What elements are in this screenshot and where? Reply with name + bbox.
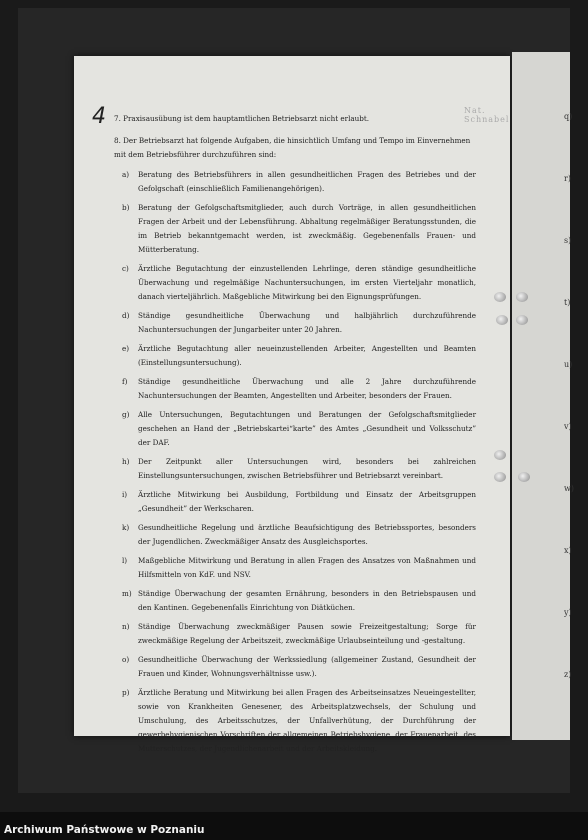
document-body — [114, 112, 476, 761]
subitem-letter: i) — [122, 490, 128, 499]
subitem-text: Ärztliche Beratung und Mitwirkung bei allen Fragen des Arbeitseinsatzes Neueingestellter, sowie von Krankheiten Genesener, des Arbeitsplatzwechsels, der Schulung und Umschulung, des Arbeitsschutzes, der Unfallverhütung, der Durchführung der gewerbehygienischen Vorschriften der allgemeinen Betriebshygiene, der Frauenarbeit, des Mutterschutzes, der Jugendlichenarbeit und der Arbeitskleidung. — [138, 688, 476, 753]
subitem-letter: l) — [122, 556, 128, 565]
archive-footer — [0, 812, 588, 840]
subitem-text: Gesundheitliche Überwachung der Werkssiedlung (allgemeiner Zustand, Gesundheit der Frauen und Kinder, Wohnungsverhältnisse usw.). — [138, 655, 476, 678]
subitem — [114, 309, 476, 337]
binder-clip-icon — [494, 472, 506, 482]
subitem-text: Ständige Überwachung der gesamten Ernährung, besonders in den Betriebspausen und den Kantinen. Gegebenenfalls Einrichtung von Diätküchen. — [138, 589, 476, 612]
subitem-letter: p) — [122, 688, 130, 697]
binder-clip-icon — [516, 315, 528, 325]
adjacent-fragment: y) — [564, 608, 572, 617]
page-number: 4 — [92, 104, 106, 129]
subitem-list — [114, 168, 476, 756]
subitem — [114, 168, 476, 196]
subitem — [114, 620, 476, 648]
subitem — [114, 455, 476, 483]
adjacent-fragment: z) — [564, 670, 572, 679]
subitem-letter: h) — [122, 457, 130, 466]
subitem-letter: m) — [122, 589, 132, 598]
subitem-text: Alle Untersuchungen, Begutachtungen und Beratungen der Gefolgschaftsmitglieder geschehen an Hand der „Betriebskartei“karte” des Amtes „Gesundheit und Volksschutz” der DAF. — [138, 410, 476, 447]
subitem — [114, 686, 476, 756]
adjacent-page — [512, 52, 574, 740]
adjacent-fragment: v) — [564, 422, 572, 431]
document-page — [74, 56, 510, 753]
subitem-text: Ständige gesundheitliche Überwachung und alle 2 Jahre durchzuführende Nachuntersuchungen der Beamten, Angestellten und Arbeiter, besonders der Frauen. — [138, 377, 476, 400]
binder-clip-icon — [496, 315, 508, 325]
subitem-text: Ständige gesundheitliche Überwachung und halbjährlich durchzuführende Nachuntersuchungen der Jungarbeiter unter 20 Jahren. — [138, 311, 476, 334]
subitem-letter: b) — [122, 203, 130, 212]
adjacent-fragment: x) — [564, 546, 572, 555]
subitem — [114, 587, 476, 615]
subitem-letter: c) — [122, 264, 129, 273]
subitem — [114, 488, 476, 516]
subitem-letter: o) — [122, 655, 130, 664]
subitem — [114, 521, 476, 549]
subitem — [114, 653, 476, 681]
subitem-text: Gesundheitliche Regelung und ärztliche Beaufsichtigung des Betriebssportes, besonders der Jugendlichen. Zweckmäßiger Ansatz des Ausgleichsportes. — [138, 523, 476, 546]
subitem-letter: f) — [122, 377, 128, 386]
subitem-text: Ständige Überwachung zweckmäßiger Pausen sowie Freizeitgestaltung; Sorge für zweckmäßige Regelung der Arbeitszeit, zweckmäßige Urlaubseinteilung und -gestaltung. — [138, 622, 476, 645]
adjacent-fragment: t) — [564, 298, 571, 307]
binder-clip-icon — [494, 450, 506, 460]
subitem-text: Beratung des Betriebsführers in allen gesundheitlichen Fragen des Betriebes und der Gefolgschaft (einschließlich Familienangehörigen). — [138, 170, 476, 193]
binder-clip-icon — [518, 472, 530, 482]
subitem-text: Ärztliche Mitwirkung bei Ausbildung, Fortbildung und Einsatz der Arbeitsgruppen „Gesundheit” der Werkscharen. — [138, 490, 476, 513]
subitem-letter: n) — [122, 622, 130, 631]
subitem — [114, 375, 476, 403]
subitem — [114, 201, 476, 257]
adjacent-fragment: q) — [564, 112, 573, 121]
subitem-text: Beratung der Gefolgschaftsmitglieder, auch durch Vorträge, in allen gesundheitlichen Fragen der Arbeit und der Lebensführung. Abhaltung regelmäßiger Beratungsstunden, die im Betrieb bekanntgemacht werden, ist zweckmäßig. Gegebenenfalls Frauen- und Mütterberatung. — [138, 203, 476, 254]
item-8: 8. Der Betriebsarzt hat folgende Aufgaben, die hinsichtlich Umfang und Tempo im Einvernehmen mit dem Betriebsführer durchzuführen sind: — [114, 136, 471, 159]
item-7: 7. Praxisausübung ist dem hauptamtlichen Betriebsarzt nicht erlaubt. — [114, 114, 370, 123]
stamp-text: Nat. Schnabel — [464, 106, 510, 124]
subitem-letter: g) — [122, 410, 130, 419]
adjacent-fragment: w) — [564, 484, 574, 493]
subitem — [114, 342, 476, 370]
subitem — [114, 262, 476, 304]
adjacent-fragment: s) — [564, 236, 572, 245]
subitem-text: Der Zeitpunkt aller Untersuchungen wird, besonders bei zahlreichen Einstellungsuntersuchungen, zwischen Betriebsführer und Betriebsarzt vereinbart. — [138, 457, 476, 480]
binder-clip-icon — [494, 292, 506, 302]
subitem-text: Maßgebliche Mitwirkung und Beratung in allen Fragen des Ansatzes von Maßnahmen und Hilfsmitteln von KdF. und NSV. — [138, 556, 476, 579]
subitem-letter: d) — [122, 311, 130, 320]
subitem-text: Ärztliche Begutachtung aller neueinzustellenden Arbeiter, Angestellten und Beamten (Einstellungsuntersuchung). — [138, 344, 476, 367]
subitem — [114, 408, 476, 450]
adjacent-fragment: r) — [564, 174, 571, 183]
subitem-letter: a) — [122, 170, 130, 179]
subitem-letter: e) — [122, 344, 130, 353]
adjacent-fragment: u) — [564, 360, 573, 369]
subitem-text: Ärztliche Begutachtung der einzustellenden Lehrlinge, deren ständige gesundheitliche Überwachung und regelmäßige Nachuntersuchungen, im ersten Vierteljahr monatlich, danach vierteljährlich. Maßgebliche Mitwirkung bei den Eignungsprüfungen. — [138, 264, 476, 301]
binder-clip-icon — [516, 292, 528, 302]
subitem-letter: k) — [122, 523, 130, 532]
subitem — [114, 554, 476, 582]
archive-name: Archiwum Państwowe w Poznaniu — [4, 824, 205, 836]
